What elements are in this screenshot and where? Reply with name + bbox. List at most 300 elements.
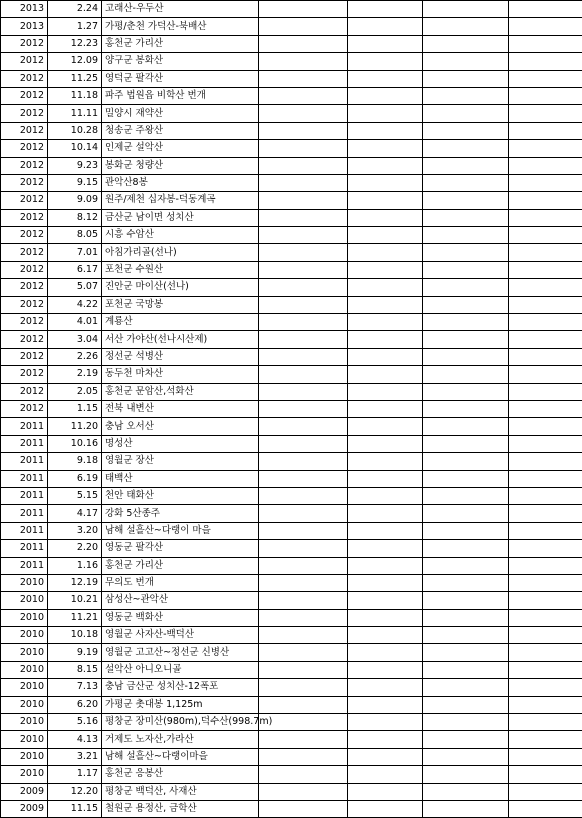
empty-cell[interactable]: [509, 122, 582, 139]
date-cell[interactable]: 6.20: [48, 696, 102, 713]
empty-cell[interactable]: [509, 296, 582, 313]
empty-cell[interactable]: [348, 574, 423, 591]
place-cell[interactable]: 명성산: [102, 435, 259, 452]
empty-cell[interactable]: [423, 505, 509, 522]
place-cell[interactable]: 영덕군 팔각산: [102, 70, 259, 87]
empty-cell[interactable]: [509, 574, 582, 591]
empty-cell[interactable]: [509, 557, 582, 574]
year-cell[interactable]: 2012: [1, 314, 48, 331]
date-cell[interactable]: 10.28: [48, 122, 102, 139]
year-cell[interactable]: 2010: [1, 574, 48, 591]
empty-cell[interactable]: [509, 435, 582, 452]
empty-cell[interactable]: [259, 609, 348, 626]
date-cell[interactable]: 10.21: [48, 592, 102, 609]
empty-cell[interactable]: [423, 261, 509, 278]
empty-cell[interactable]: [348, 105, 423, 122]
year-cell[interactable]: 2012: [1, 383, 48, 400]
empty-cell[interactable]: [348, 557, 423, 574]
date-cell[interactable]: 1.17: [48, 766, 102, 783]
year-cell[interactable]: 2010: [1, 609, 48, 626]
empty-cell[interactable]: [423, 574, 509, 591]
date-cell[interactable]: 9.23: [48, 157, 102, 174]
empty-cell[interactable]: [348, 331, 423, 348]
place-cell[interactable]: 영월군 사자산-백덕산: [102, 627, 259, 644]
date-cell[interactable]: 9.18: [48, 453, 102, 470]
year-cell[interactable]: 2011: [1, 522, 48, 539]
place-cell[interactable]: 무의도 번개: [102, 574, 259, 591]
place-cell[interactable]: 영월군 장산: [102, 453, 259, 470]
date-cell[interactable]: 3.21: [48, 748, 102, 765]
year-cell[interactable]: 2010: [1, 661, 48, 678]
empty-cell[interactable]: [259, 296, 348, 313]
empty-cell[interactable]: [509, 279, 582, 296]
empty-cell[interactable]: [348, 714, 423, 731]
place-cell[interactable]: 밀양시 재약산: [102, 105, 259, 122]
year-cell[interactable]: 2012: [1, 192, 48, 209]
empty-cell[interactable]: [259, 314, 348, 331]
empty-cell[interactable]: [259, 766, 348, 783]
place-cell[interactable]: 정선군 석병산: [102, 348, 259, 365]
date-cell[interactable]: 2.24: [48, 1, 102, 18]
place-cell[interactable]: 관악산8봉: [102, 174, 259, 191]
empty-cell[interactable]: [259, 505, 348, 522]
place-cell[interactable]: 충남 금산군 성치산-12폭포: [102, 679, 259, 696]
empty-cell[interactable]: [509, 453, 582, 470]
empty-cell[interactable]: [509, 105, 582, 122]
empty-cell[interactable]: [259, 105, 348, 122]
place-cell[interactable]: 가평군 촛대봉 1,125m: [102, 696, 259, 713]
place-cell[interactable]: 전북 내변산: [102, 400, 259, 417]
place-cell[interactable]: 남해 설흘산~다랭이마을: [102, 748, 259, 765]
date-cell[interactable]: 10.14: [48, 140, 102, 157]
empty-cell[interactable]: [348, 748, 423, 765]
date-cell[interactable]: 3.04: [48, 331, 102, 348]
empty-cell[interactable]: [259, 331, 348, 348]
place-cell[interactable]: 강화 5산종주: [102, 505, 259, 522]
date-cell[interactable]: 4.17: [48, 505, 102, 522]
empty-cell[interactable]: [259, 244, 348, 261]
year-cell[interactable]: 2010: [1, 627, 48, 644]
empty-cell[interactable]: [259, 627, 348, 644]
empty-cell[interactable]: [348, 609, 423, 626]
empty-cell[interactable]: [423, 540, 509, 557]
empty-cell[interactable]: [259, 157, 348, 174]
year-cell[interactable]: 2010: [1, 679, 48, 696]
date-cell[interactable]: 11.20: [48, 418, 102, 435]
date-cell[interactable]: 7.01: [48, 244, 102, 261]
empty-cell[interactable]: [348, 35, 423, 52]
place-cell[interactable]: 양구군 봉화산: [102, 53, 259, 70]
empty-cell[interactable]: [348, 661, 423, 678]
year-cell[interactable]: 2013: [1, 1, 48, 18]
year-cell[interactable]: 2011: [1, 487, 48, 504]
date-cell[interactable]: 3.20: [48, 522, 102, 539]
empty-cell[interactable]: [423, 1, 509, 18]
empty-cell[interactable]: [509, 661, 582, 678]
empty-cell[interactable]: [259, 87, 348, 104]
date-cell[interactable]: 10.16: [48, 435, 102, 452]
empty-cell[interactable]: [348, 157, 423, 174]
empty-cell[interactable]: [509, 192, 582, 209]
date-cell[interactable]: 7.13: [48, 679, 102, 696]
empty-cell[interactable]: [259, 592, 348, 609]
empty-cell[interactable]: [259, 261, 348, 278]
empty-cell[interactable]: [348, 592, 423, 609]
place-cell[interactable]: 원주/제천 십자봉-덕동계곡: [102, 192, 259, 209]
empty-cell[interactable]: [259, 522, 348, 539]
empty-cell[interactable]: [423, 731, 509, 748]
date-cell[interactable]: 12.23: [48, 35, 102, 52]
place-cell[interactable]: 금산군 남이면 성치산: [102, 209, 259, 226]
empty-cell[interactable]: [259, 418, 348, 435]
place-cell[interactable]: 홍천군 문암산,석화산: [102, 383, 259, 400]
empty-cell[interactable]: [509, 70, 582, 87]
empty-cell[interactable]: [348, 696, 423, 713]
empty-cell[interactable]: [348, 400, 423, 417]
year-cell[interactable]: 2012: [1, 87, 48, 104]
empty-cell[interactable]: [259, 53, 348, 70]
date-cell[interactable]: 12.20: [48, 783, 102, 800]
empty-cell[interactable]: [348, 522, 423, 539]
place-cell[interactable]: 철원군 용정산, 금학산: [102, 800, 259, 817]
empty-cell[interactable]: [423, 174, 509, 191]
place-cell[interactable]: 서산 가야산(선나시산제): [102, 331, 259, 348]
empty-cell[interactable]: [509, 748, 582, 765]
empty-cell[interactable]: [348, 174, 423, 191]
empty-cell[interactable]: [259, 696, 348, 713]
date-cell[interactable]: 2.20: [48, 540, 102, 557]
place-cell[interactable]: 설악산 아니오니골: [102, 661, 259, 678]
empty-cell[interactable]: [259, 348, 348, 365]
empty-cell[interactable]: [509, 35, 582, 52]
place-cell[interactable]: 파주 법원읍 비학산 번개: [102, 87, 259, 104]
empty-cell[interactable]: [509, 87, 582, 104]
empty-cell[interactable]: [423, 87, 509, 104]
empty-cell[interactable]: [423, 35, 509, 52]
empty-cell[interactable]: [259, 470, 348, 487]
date-cell[interactable]: 4.22: [48, 296, 102, 313]
empty-cell[interactable]: [509, 696, 582, 713]
date-cell[interactable]: 11.11: [48, 105, 102, 122]
year-cell[interactable]: 2010: [1, 696, 48, 713]
empty-cell[interactable]: [259, 140, 348, 157]
date-cell[interactable]: 11.15: [48, 800, 102, 817]
empty-cell[interactable]: [509, 487, 582, 504]
empty-cell[interactable]: [348, 418, 423, 435]
empty-cell[interactable]: [423, 348, 509, 365]
date-cell[interactable]: 11.18: [48, 87, 102, 104]
empty-cell[interactable]: [423, 331, 509, 348]
empty-cell[interactable]: [509, 418, 582, 435]
empty-cell[interactable]: [259, 122, 348, 139]
empty-cell[interactable]: [259, 748, 348, 765]
place-cell[interactable]: 영동군 백화산: [102, 609, 259, 626]
empty-cell[interactable]: [423, 53, 509, 70]
empty-cell[interactable]: [423, 487, 509, 504]
empty-cell[interactable]: [348, 731, 423, 748]
place-cell[interactable]: 청송군 주왕산: [102, 122, 259, 139]
empty-cell[interactable]: [423, 696, 509, 713]
empty-cell[interactable]: [423, 470, 509, 487]
year-cell[interactable]: 2012: [1, 227, 48, 244]
empty-cell[interactable]: [509, 800, 582, 817]
empty-cell[interactable]: [348, 453, 423, 470]
date-cell[interactable]: 4.01: [48, 314, 102, 331]
year-cell[interactable]: 2010: [1, 766, 48, 783]
place-cell[interactable]: 삼성산~관악산: [102, 592, 259, 609]
date-cell[interactable]: 8.05: [48, 227, 102, 244]
empty-cell[interactable]: [423, 400, 509, 417]
date-cell[interactable]: 9.19: [48, 644, 102, 661]
empty-cell[interactable]: [509, 244, 582, 261]
year-cell[interactable]: 2010: [1, 592, 48, 609]
empty-cell[interactable]: [348, 383, 423, 400]
empty-cell[interactable]: [348, 487, 423, 504]
place-cell[interactable]: 가평/춘천 가덕산-북배산: [102, 18, 259, 35]
empty-cell[interactable]: [348, 540, 423, 557]
year-cell[interactable]: 2012: [1, 140, 48, 157]
empty-cell[interactable]: [259, 679, 348, 696]
place-cell[interactable]: 동두천 마차산: [102, 366, 259, 383]
empty-cell[interactable]: [423, 592, 509, 609]
empty-cell[interactable]: [423, 714, 509, 731]
place-cell[interactable]: 홍천군 가리산: [102, 35, 259, 52]
place-cell[interactable]: 아침가리골(선나): [102, 244, 259, 261]
empty-cell[interactable]: [509, 157, 582, 174]
empty-cell[interactable]: [348, 679, 423, 696]
place-cell[interactable]: 계룡산: [102, 314, 259, 331]
empty-cell[interactable]: [509, 227, 582, 244]
empty-cell[interactable]: [509, 366, 582, 383]
empty-cell[interactable]: [259, 731, 348, 748]
place-cell[interactable]: 거제도 노자산,가라산: [102, 731, 259, 748]
date-cell[interactable]: 6.19: [48, 470, 102, 487]
year-cell[interactable]: 2011: [1, 453, 48, 470]
empty-cell[interactable]: [259, 783, 348, 800]
date-cell[interactable]: 12.19: [48, 574, 102, 591]
empty-cell[interactable]: [509, 140, 582, 157]
place-cell[interactable]: 천안 태화산: [102, 487, 259, 504]
empty-cell[interactable]: [423, 227, 509, 244]
empty-cell[interactable]: [423, 18, 509, 35]
year-cell[interactable]: 2011: [1, 435, 48, 452]
place-cell[interactable]: 영동군 팔각산: [102, 540, 259, 557]
date-cell[interactable]: 11.21: [48, 609, 102, 626]
empty-cell[interactable]: [423, 627, 509, 644]
empty-cell[interactable]: [348, 296, 423, 313]
empty-cell[interactable]: [509, 783, 582, 800]
empty-cell[interactable]: [509, 540, 582, 557]
empty-cell[interactable]: [423, 453, 509, 470]
date-cell[interactable]: 5.07: [48, 279, 102, 296]
empty-cell[interactable]: [509, 383, 582, 400]
date-cell[interactable]: 12.09: [48, 53, 102, 70]
year-cell[interactable]: 2011: [1, 505, 48, 522]
empty-cell[interactable]: [423, 140, 509, 157]
year-cell[interactable]: 2011: [1, 418, 48, 435]
empty-cell[interactable]: [348, 366, 423, 383]
year-cell[interactable]: 2011: [1, 470, 48, 487]
empty-cell[interactable]: [259, 540, 348, 557]
empty-cell[interactable]: [348, 227, 423, 244]
empty-cell[interactable]: [348, 261, 423, 278]
empty-cell[interactable]: [423, 748, 509, 765]
place-cell[interactable]: 홍천군 응봉산: [102, 766, 259, 783]
place-cell[interactable]: 고래산-우두산: [102, 1, 259, 18]
empty-cell[interactable]: [259, 557, 348, 574]
date-cell[interactable]: 2.19: [48, 366, 102, 383]
empty-cell[interactable]: [423, 557, 509, 574]
empty-cell[interactable]: [423, 122, 509, 139]
date-cell[interactable]: 8.15: [48, 661, 102, 678]
empty-cell[interactable]: [348, 435, 423, 452]
empty-cell[interactable]: [259, 644, 348, 661]
empty-cell[interactable]: [348, 70, 423, 87]
empty-cell[interactable]: [509, 505, 582, 522]
empty-cell[interactable]: [423, 679, 509, 696]
empty-cell[interactable]: [348, 348, 423, 365]
year-cell[interactable]: 2012: [1, 122, 48, 139]
empty-cell[interactable]: [509, 644, 582, 661]
date-cell[interactable]: 4.13: [48, 731, 102, 748]
empty-cell[interactable]: [259, 453, 348, 470]
empty-cell[interactable]: [423, 800, 509, 817]
empty-cell[interactable]: [259, 366, 348, 383]
empty-cell[interactable]: [348, 627, 423, 644]
year-cell[interactable]: 2009: [1, 800, 48, 817]
place-cell[interactable]: 포천군 국망봉: [102, 296, 259, 313]
place-cell[interactable]: 남해 설흘산~다랭이 마을: [102, 522, 259, 539]
year-cell[interactable]: 2011: [1, 540, 48, 557]
date-cell[interactable]: 1.15: [48, 400, 102, 417]
empty-cell[interactable]: [259, 35, 348, 52]
year-cell[interactable]: 2012: [1, 296, 48, 313]
empty-cell[interactable]: [348, 140, 423, 157]
empty-cell[interactable]: [509, 714, 582, 731]
empty-cell[interactable]: [423, 244, 509, 261]
place-cell[interactable]: 충남 오서산: [102, 418, 259, 435]
date-cell[interactable]: 1.27: [48, 18, 102, 35]
empty-cell[interactable]: [423, 279, 509, 296]
place-cell[interactable]: 평창군 백덕산, 사재산: [102, 783, 259, 800]
date-cell[interactable]: 2.26: [48, 348, 102, 365]
year-cell[interactable]: 2012: [1, 105, 48, 122]
year-cell[interactable]: 2012: [1, 174, 48, 191]
year-cell[interactable]: 2012: [1, 261, 48, 278]
empty-cell[interactable]: [348, 644, 423, 661]
empty-cell[interactable]: [509, 609, 582, 626]
empty-cell[interactable]: [509, 53, 582, 70]
empty-cell[interactable]: [259, 383, 348, 400]
empty-cell[interactable]: [348, 505, 423, 522]
empty-cell[interactable]: [423, 296, 509, 313]
year-cell[interactable]: 2012: [1, 53, 48, 70]
empty-cell[interactable]: [509, 731, 582, 748]
date-cell[interactable]: 8.12: [48, 209, 102, 226]
empty-cell[interactable]: [259, 1, 348, 18]
empty-cell[interactable]: [259, 435, 348, 452]
empty-cell[interactable]: [423, 644, 509, 661]
empty-cell[interactable]: [259, 800, 348, 817]
empty-cell[interactable]: [509, 679, 582, 696]
empty-cell[interactable]: [259, 227, 348, 244]
empty-cell[interactable]: [348, 87, 423, 104]
date-cell[interactable]: 5.15: [48, 487, 102, 504]
date-cell[interactable]: 2.05: [48, 383, 102, 400]
empty-cell[interactable]: [509, 400, 582, 417]
empty-cell[interactable]: [509, 209, 582, 226]
empty-cell[interactable]: [259, 18, 348, 35]
year-cell[interactable]: 2012: [1, 244, 48, 261]
empty-cell[interactable]: [348, 470, 423, 487]
empty-cell[interactable]: [423, 314, 509, 331]
empty-cell[interactable]: [423, 661, 509, 678]
place-cell[interactable]: 평창군 장미산(980m),덕수산(998.7m): [102, 714, 259, 731]
place-cell[interactable]: 봉화군 청량산: [102, 157, 259, 174]
empty-cell[interactable]: [348, 244, 423, 261]
empty-cell[interactable]: [423, 105, 509, 122]
empty-cell[interactable]: [348, 1, 423, 18]
year-cell[interactable]: 2009: [1, 783, 48, 800]
empty-cell[interactable]: [259, 174, 348, 191]
year-cell[interactable]: 2012: [1, 348, 48, 365]
date-cell[interactable]: 11.25: [48, 70, 102, 87]
place-cell[interactable]: 진안군 마이산(선나): [102, 279, 259, 296]
year-cell[interactable]: 2012: [1, 70, 48, 87]
empty-cell[interactable]: [509, 348, 582, 365]
empty-cell[interactable]: [423, 157, 509, 174]
year-cell[interactable]: 2012: [1, 209, 48, 226]
empty-cell[interactable]: [509, 18, 582, 35]
empty-cell[interactable]: [348, 53, 423, 70]
year-cell[interactable]: 2010: [1, 714, 48, 731]
empty-cell[interactable]: [348, 122, 423, 139]
place-cell[interactable]: 태백산: [102, 470, 259, 487]
empty-cell[interactable]: [259, 279, 348, 296]
year-cell[interactable]: 2013: [1, 18, 48, 35]
empty-cell[interactable]: [348, 209, 423, 226]
year-cell[interactable]: 2012: [1, 157, 48, 174]
empty-cell[interactable]: [348, 314, 423, 331]
empty-cell[interactable]: [348, 18, 423, 35]
empty-cell[interactable]: [509, 1, 582, 18]
empty-cell[interactable]: [259, 661, 348, 678]
year-cell[interactable]: 2012: [1, 35, 48, 52]
empty-cell[interactable]: [423, 209, 509, 226]
empty-cell[interactable]: [348, 279, 423, 296]
empty-cell[interactable]: [509, 470, 582, 487]
empty-cell[interactable]: [259, 400, 348, 417]
empty-cell[interactable]: [259, 574, 348, 591]
empty-cell[interactable]: [259, 192, 348, 209]
empty-cell[interactable]: [423, 522, 509, 539]
date-cell[interactable]: 5.16: [48, 714, 102, 731]
empty-cell[interactable]: [509, 522, 582, 539]
empty-cell[interactable]: [259, 487, 348, 504]
empty-cell[interactable]: [423, 366, 509, 383]
year-cell[interactable]: 2010: [1, 748, 48, 765]
empty-cell[interactable]: [259, 70, 348, 87]
empty-cell[interactable]: [423, 383, 509, 400]
date-cell[interactable]: 10.18: [48, 627, 102, 644]
empty-cell[interactable]: [423, 418, 509, 435]
empty-cell[interactable]: [348, 800, 423, 817]
date-cell[interactable]: 9.09: [48, 192, 102, 209]
empty-cell[interactable]: [348, 766, 423, 783]
place-cell[interactable]: 포천군 수원산: [102, 261, 259, 278]
empty-cell[interactable]: [259, 209, 348, 226]
empty-cell[interactable]: [509, 592, 582, 609]
